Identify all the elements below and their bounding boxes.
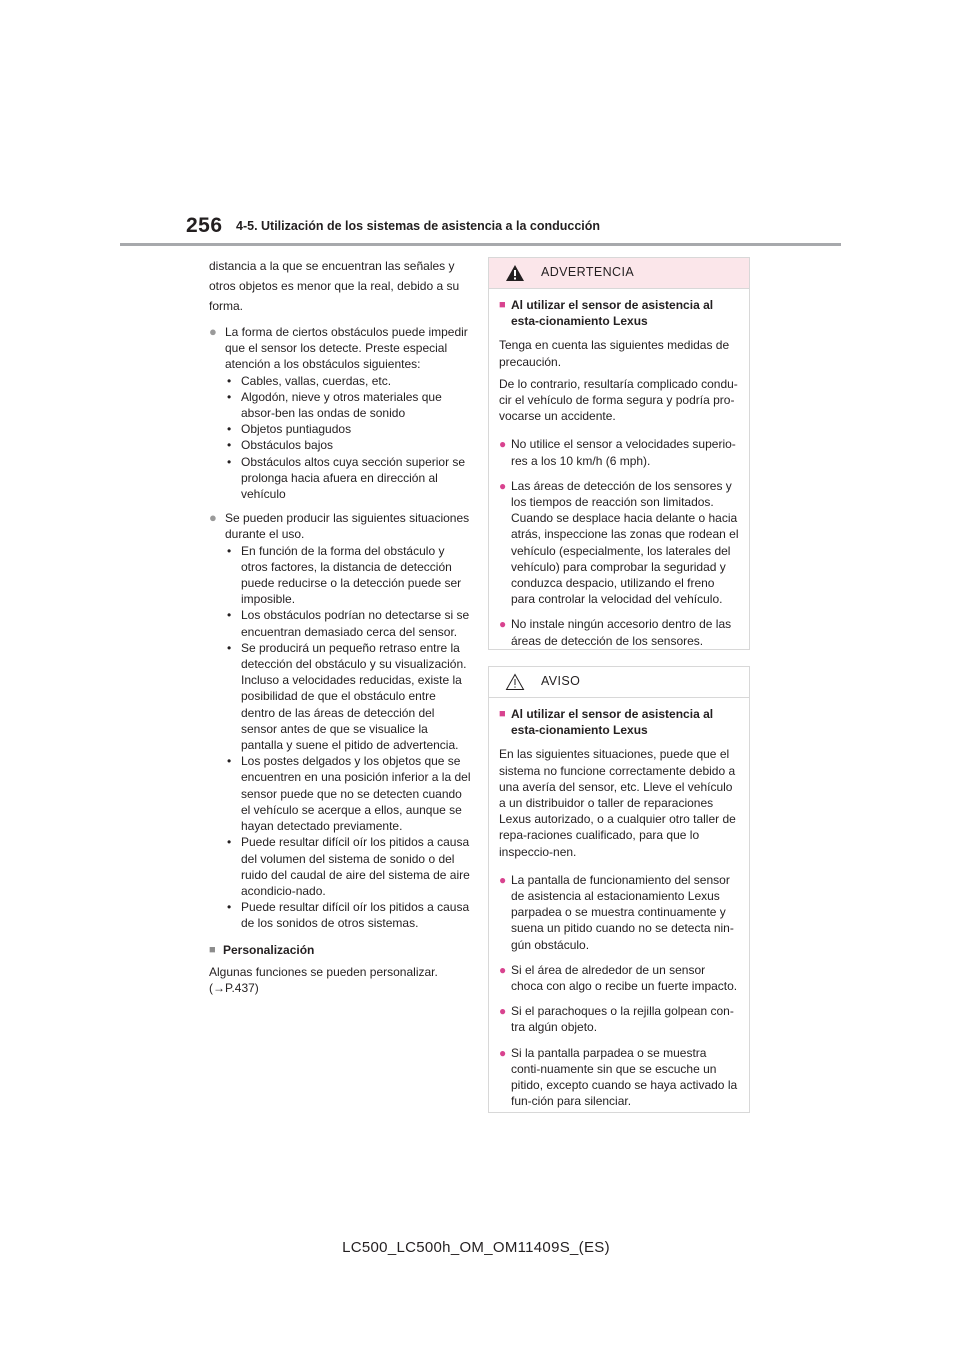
section-title: 4-5. Utilización de los sistemas de asistencia a la conducción xyxy=(236,219,601,233)
warning-paragraph: Tenga en cuenta las siguientes medidas de precaución. xyxy=(499,338,730,369)
notice-bullet: ● Si la pantalla parpadea o se muestra conti-nuamente sin que se escuche un pitido, excepto cuando se haya activado la fun-ción para silenciar. xyxy=(499,1045,738,1109)
warning-heading: ■ Al utilizar el sensor de asistencia al esta-cionamiento Lexus xyxy=(499,298,714,329)
bullet-obstacle-shapes xyxy=(209,324,471,502)
page-reference-link[interactable]: (→P.437) xyxy=(209,980,259,995)
page-number: 256 xyxy=(186,214,223,237)
notice-bullet: ● Si el parachoques o la rejilla golpean con-tra algún objeto. xyxy=(499,1004,734,1035)
bullet-dot-icon: ● xyxy=(499,872,507,887)
notice-heading: ■ Al utilizar el sensor de asistencia al esta-cionamiento Lexus xyxy=(499,707,714,738)
list-item: • Los obstáculos podrían no detectarse si se encuentran demasiado cerca del sensor. xyxy=(227,608,470,639)
list-item: • En función de la forma del obstáculo y otros factores, la distancia de detección puede reducirse o la detección puede ser imposible. xyxy=(227,543,462,607)
list-item: • Algodón, nieve y otros materiales que absor-ben las ondas de sonido xyxy=(227,389,442,421)
bullet-dot-icon: ● xyxy=(499,437,507,452)
intro-paragraph: distancia a la que se encuentran las señales y otros objetos es menor que la real, debido a su forma. xyxy=(209,259,460,313)
notice-header xyxy=(489,667,749,698)
bullet-dot-icon: ● xyxy=(209,510,217,526)
notice-bullet: ● Si el área de alrededor de un sensor choca con algo o recibe un fuerte impacto. xyxy=(499,962,738,994)
header-rule xyxy=(120,243,841,246)
bullet-dot-icon: ● xyxy=(499,962,507,977)
footer-document-code: LC500_LC500h_OM_OM11409S_(ES) xyxy=(342,1239,610,1256)
customization-heading: ■ Personalización xyxy=(209,942,315,957)
warning-bullet: ● Las áreas de detección de los sensores y los tiempos de reacción son limitados. Cuando se desplace hacia delante o hacia atrás, inspeccione las zonas que rodean el vehículo (especialmente, los laterales del vehículo) para comprobar la seguridad y conduzca despacio, utilizando el freno para controlar la velocidad del vehículo. xyxy=(499,478,739,607)
warning-bullet: ● No utilice el sensor a velocidades superio-res a los 10 km/h (6 mph). xyxy=(499,437,736,468)
warning-paragraph: De lo contrario, resultaría complicado condu-cir el vehículo de forma segura y podría pro-vocarse un accidente. xyxy=(499,376,738,424)
customization-text: Algunas funciones se pueden personalizar. xyxy=(209,964,438,979)
bullet-text: Se pueden producir las siguientes situaciones durante el uso. xyxy=(225,511,470,542)
list-item: • Puede resultar difícil oír los pitidos a causa de los sonidos de otros sistemas. xyxy=(227,900,470,931)
square-bullet-icon: ■ xyxy=(499,708,506,720)
bullet-dot-icon: ● xyxy=(499,1004,507,1019)
notice-box xyxy=(488,666,750,1113)
page-header xyxy=(0,214,960,248)
warning-header xyxy=(489,258,749,289)
notice-paragraph: En las siguientes situaciones, puede que el sistema no funcione correctamente debido a una avería del sensor, etc. Lleve el vehículo a un distribuidor o taller de reparaciones Lexus autorizado, o a cualquier otro taller de repa-raciones cualificado, para que lo inspeccio-nen. xyxy=(499,747,736,859)
bullet-dot-icon: ● xyxy=(499,478,507,493)
bullet-dot-icon: ● xyxy=(499,1045,507,1060)
square-bullet-icon: ■ xyxy=(209,943,216,956)
list-item: • Objetos puntiagudos xyxy=(227,422,352,437)
notice-bullet: ● La pantalla de funcionamiento del sensor de asistencia al estacionamiento Lexus parpadea o se muestra continuamente y suena un pitido cuando no se detecta nin-gún obstáculo. xyxy=(499,872,734,952)
caution-outline-triangle-icon xyxy=(505,673,525,691)
list-item: • Obstáculos bajos xyxy=(227,438,334,453)
warning-box xyxy=(488,257,750,650)
list-item: • Cables, vallas, cuerdas, etc. xyxy=(227,373,392,388)
list-item: • Se producirá un pequeño retraso entre la detección del obstáculo y su visualización. Incluso a velocidades reducidas, existe la posibilidad de que el obstáculo entre dentro de las áreas de detección del sensor antes de que se visualice la pantalla y suene el pitido de advertencia. xyxy=(227,640,467,753)
list-item: • Los postes delgados y los objetos que se encuentren en una posición inferior a la del sensor puede que no se detecten cuando el vehículo se acerque a ellos, aunque se hayan detectado previamente. xyxy=(227,754,471,834)
warning-triangle-icon xyxy=(505,264,525,282)
list-item: • Obstáculos altos cuya sección superior se prolonga hacia afuera en dirección al vehículo xyxy=(227,454,466,502)
notice-title: AVISO xyxy=(541,674,581,688)
bullet-dot-icon: ● xyxy=(209,324,217,339)
warning-bullet: ● No instale ningún accesorio dentro de las áreas de detección de los sensores. xyxy=(499,617,732,648)
left-column xyxy=(209,256,471,996)
bullet-text: La forma de ciertos obstáculos puede impedir que el sensor los detecte. Preste especial atención a los obstáculos siguientes: xyxy=(225,325,468,372)
warning-title: ADVERTENCIA xyxy=(541,265,635,279)
bullet-dot-icon: ● xyxy=(499,617,507,632)
bullet-situations xyxy=(209,510,471,931)
square-bullet-icon: ■ xyxy=(499,299,506,311)
list-item: • Puede resultar difícil oír los pitidos a causa del volumen del sistema de sonido o del ruido del caudal de aire del sistema de aire acondicio-nado. xyxy=(227,835,470,898)
